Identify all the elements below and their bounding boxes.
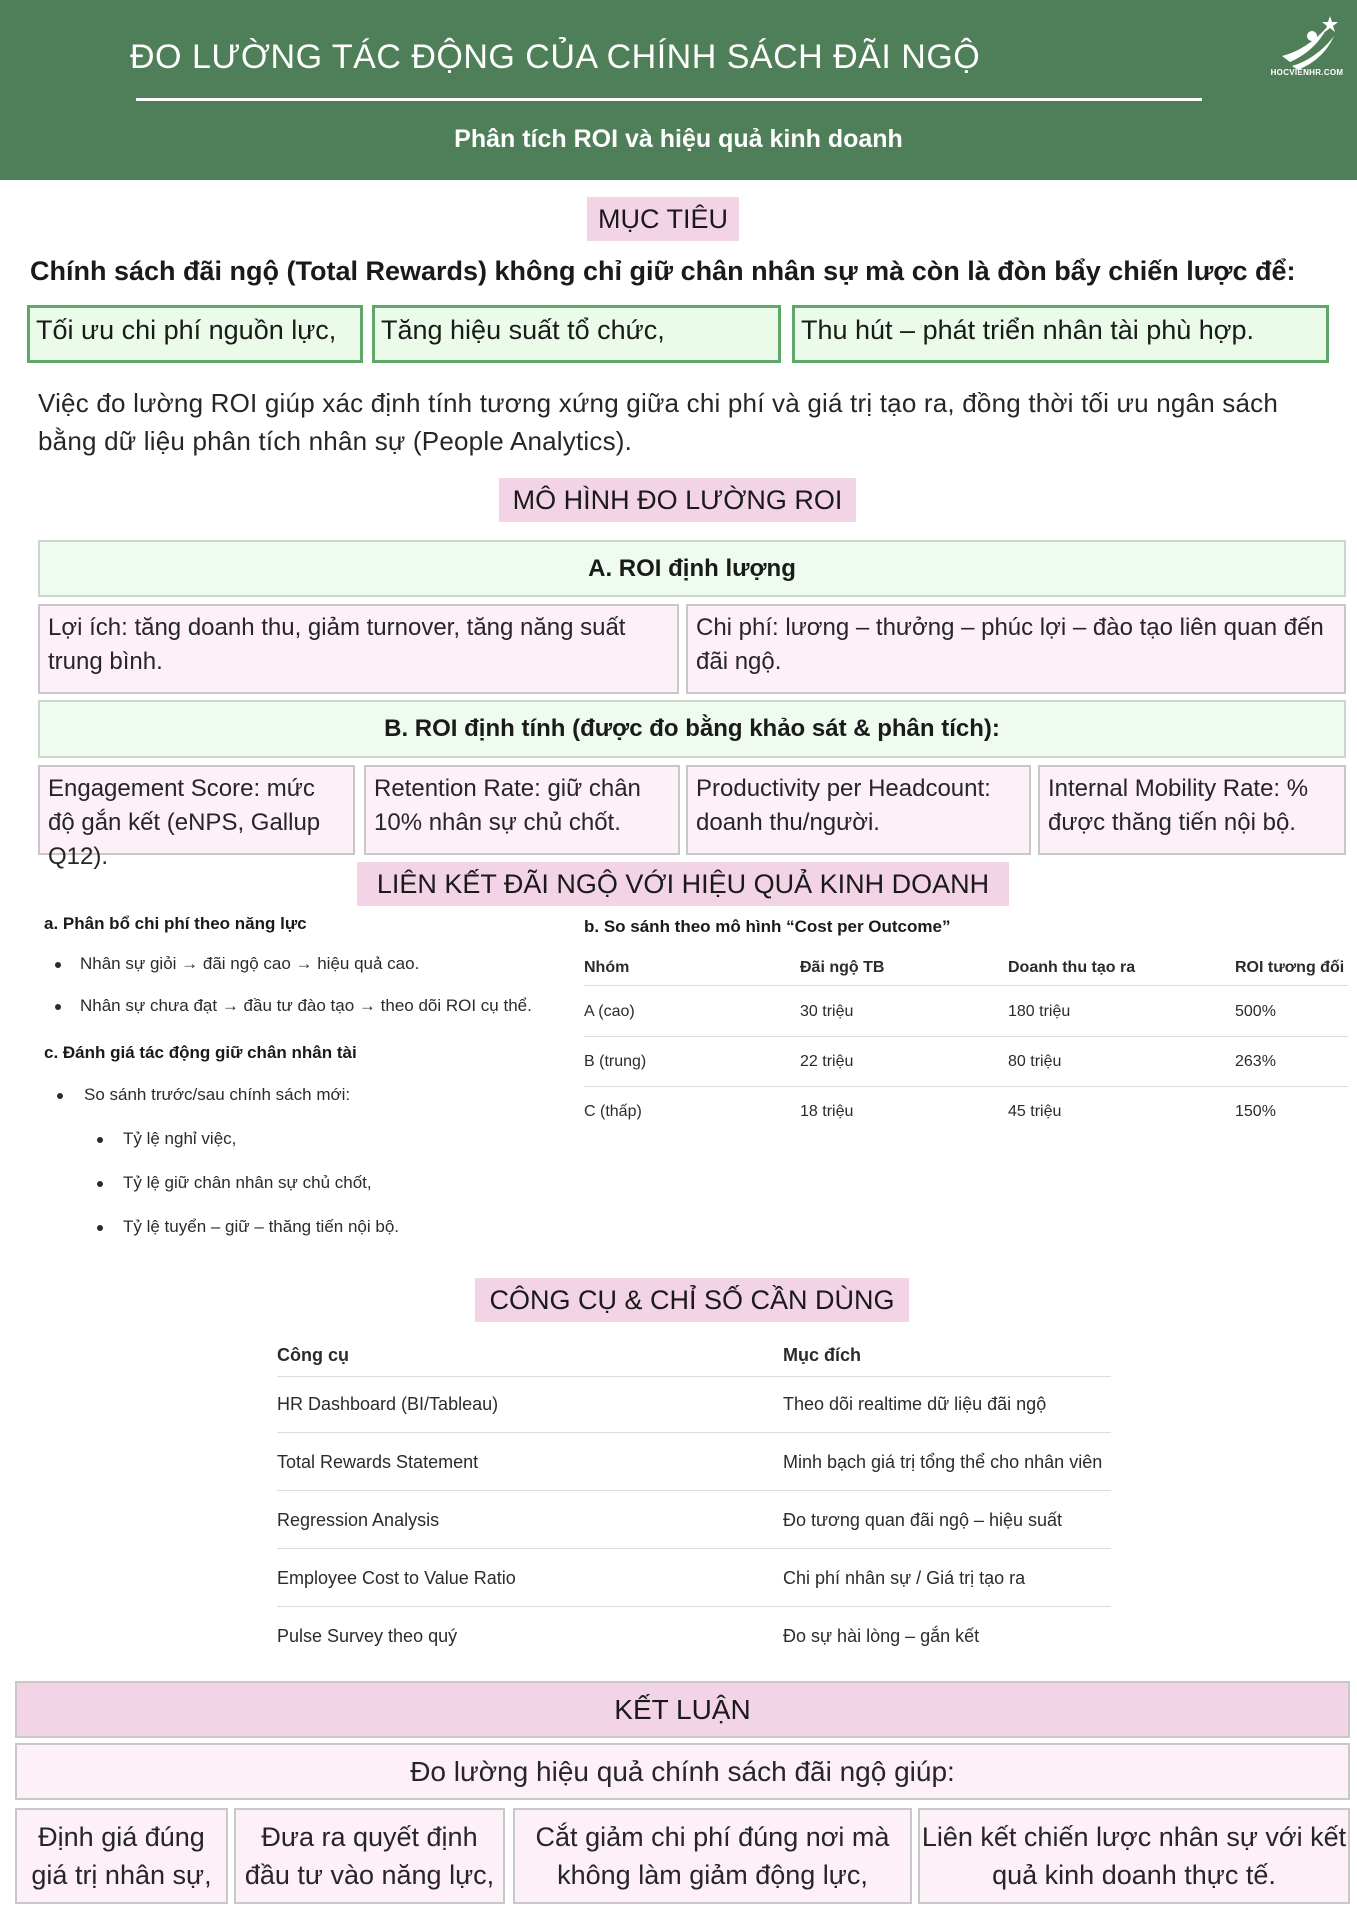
cpo-cell: 30 triệu: [800, 1003, 854, 1020]
cpo-header-group: Nhóm: [584, 959, 630, 976]
cpo-cell: 180 triệu: [1008, 1003, 1071, 1020]
retention-impact-title: c. Đánh giá tác động giữ chân nhân tài: [44, 1043, 357, 1062]
cpo-header-reward: Đãi ngộ TB: [800, 959, 885, 976]
table-divider: [277, 1606, 1111, 1607]
table-divider: [584, 985, 1348, 986]
page-title: ĐO LƯỜNG TÁC ĐỘNG CỦA CHÍNH SÁCH ĐÃI NGỘ: [130, 38, 981, 76]
tools-header-tool: Công cụ: [277, 1345, 349, 1365]
conclusion-item-link-strategy: Liên kết chiến lược nhân sự với kết quả kinh doanh thực tế.: [918, 1808, 1350, 1904]
bullet-dot: [55, 962, 61, 968]
table-divider: [277, 1490, 1111, 1491]
cpo-cell: C (thấp): [584, 1103, 642, 1120]
roi-model-heading: MÔ HÌNH ĐO LƯỜNG ROI: [499, 478, 856, 522]
table-divider: [277, 1376, 1111, 1377]
retention-subitem: Tỷ lệ giữ chân nhân sự chủ chốt,: [123, 1173, 372, 1192]
cpo-cell: 150%: [1235, 1103, 1276, 1120]
tool-purpose: Chi phí nhân sự / Giá trị tạo ra: [783, 1568, 1026, 1588]
cpo-header-revenue: Doanh thu tạo ra: [1008, 959, 1136, 976]
cpo-header-roi: ROI tương đối: [1235, 959, 1345, 976]
qual-engagement-cell: Engagement Score: mức độ gắn kết (eNPS, Gallup Q12).: [38, 765, 355, 855]
tool-name: Employee Cost to Value Ratio: [277, 1568, 516, 1588]
bullet-dot: [57, 1093, 63, 1099]
qual-mobility-cell: Internal Mobility Rate: % được thăng tiến nội bộ.: [1038, 765, 1346, 855]
table-divider: [277, 1432, 1111, 1433]
objective-lead: Chính sách đãi ngộ (Total Rewards) không chỉ giữ chân nhân sự mà còn là đòn bẩy chiến lược để:: [30, 256, 1296, 286]
cpo-cell: 45 triệu: [1008, 1103, 1062, 1120]
cpo-cell: 22 triệu: [800, 1053, 854, 1070]
tool-purpose: Đo sự hài lòng – gắn kết: [783, 1626, 980, 1646]
bullet-dot: [97, 1181, 103, 1187]
conclusion-item-value: Định giá đúng giá trị nhân sự,: [15, 1808, 228, 1904]
bullet-dot: [55, 1004, 61, 1010]
allocation-title: a. Phân bổ chi phí theo năng lực: [44, 914, 307, 933]
quant-costs-cell: Chi phí: lương – thưởng – phúc lợi – đào tạo liên quan đến đãi ngộ.: [686, 604, 1346, 694]
logo-text: HOCVIENHR.COM: [1270, 68, 1344, 77]
cost-per-outcome-title: b. So sánh theo mô hình “Cost per Outcome”: [584, 917, 951, 936]
cpo-cell: B (trung): [584, 1053, 647, 1070]
objective-paragraph: Việc đo lường ROI giúp xác định tính tương xứng giữa chi phí và giá trị tạo ra, đồng thời tối ưu ngân sách bằng dữ liệu phân tích nhân sự (People Analytics).: [38, 388, 1279, 456]
link-heading: LIÊN KẾT ĐÃI NGỘ VỚI HIỆU QUẢ KINH DOANH: [357, 862, 1009, 906]
conclusion-item-cut-cost: Cắt giảm chi phí đúng nơi mà không làm giảm động lực,: [513, 1808, 912, 1904]
qual-roi-title: B. ROI định tính (được đo bằng khảo sát & phân tích):: [38, 700, 1346, 758]
objective-box-cost: Tối ưu chi phí nguồn lực,: [27, 305, 363, 363]
cpo-cell: 80 triệu: [1008, 1053, 1062, 1070]
cpo-cell: 500%: [1235, 1003, 1276, 1020]
tool-name: HR Dashboard (BI/Tableau): [277, 1394, 499, 1414]
conclusion-heading: KẾT LUẬN: [15, 1681, 1350, 1738]
bullet-dot: [97, 1225, 103, 1231]
qual-retention-cell: Retention Rate: giữ chân 10% nhân sự chủ chốt.: [364, 765, 680, 855]
table-divider: [277, 1548, 1111, 1549]
objective-box-performance: Tăng hiệu suất tổ chức,: [372, 305, 781, 363]
allocation-item-high: Nhân sự giỏi → đãi ngộ cao → hiệu quả cao.: [80, 954, 420, 973]
retention-subitem: Tỷ lệ tuyển – giữ – thăng tiến nội bộ.: [123, 1217, 400, 1236]
tool-name: Total Rewards Statement: [277, 1452, 479, 1472]
quant-benefits-cell: Lợi ích: tăng doanh thu, giảm turnover, tăng năng suất trung bình.: [38, 604, 679, 694]
allocation-item-low: Nhân sự chưa đạt → đầu tư đào tạo → theo dõi ROI cụ thể.: [80, 996, 532, 1015]
cpo-cell: 18 triệu: [800, 1103, 854, 1120]
tool-name: Pulse Survey theo quý: [277, 1626, 458, 1646]
tool-purpose: Đo tương quan đãi ngộ – hiệu suất: [783, 1510, 1063, 1530]
tool-purpose: Theo dõi realtime dữ liệu đãi ngộ: [783, 1394, 1047, 1414]
retention-compare-item: So sánh trước/sau chính sách mới:: [84, 1085, 351, 1104]
page-header: [0, 0, 1357, 180]
tools-heading: CÔNG CỤ & CHỈ SỐ CẦN DÙNG: [475, 1278, 909, 1322]
table-divider: [584, 1086, 1348, 1087]
table-divider: [584, 1036, 1348, 1037]
cpo-cell: A (cao): [584, 1003, 635, 1020]
tools-header-purpose: Mục đích: [783, 1345, 862, 1365]
tool-name: Regression Analysis: [277, 1510, 440, 1530]
tool-purpose: Minh bạch giá trị tổng thể cho nhân viên: [783, 1452, 1103, 1472]
retention-subitem: Tỷ lệ nghỉ việc,: [123, 1129, 237, 1148]
conclusion-item-invest: Đưa ra quyết định đầu tư vào năng lực,: [234, 1808, 505, 1904]
objective-box-talent: Thu hút – phát triển nhân tài phù hợp.: [792, 305, 1329, 363]
title-underline: [136, 98, 1202, 101]
cpo-cell: 263%: [1235, 1053, 1276, 1070]
bullet-dot: [97, 1137, 103, 1143]
qual-productivity-cell: Productivity per Headcount: doanh thu/người.: [686, 765, 1031, 855]
conclusion-intro: Đo lường hiệu quả chính sách đãi ngộ giúp:: [15, 1743, 1350, 1800]
page-subtitle: Phân tích ROI và hiệu quả kinh doanh: [454, 125, 903, 153]
quant-roi-title: A. ROI định lượng: [38, 540, 1346, 597]
objective-heading: MỤC TIÊU: [587, 197, 739, 241]
